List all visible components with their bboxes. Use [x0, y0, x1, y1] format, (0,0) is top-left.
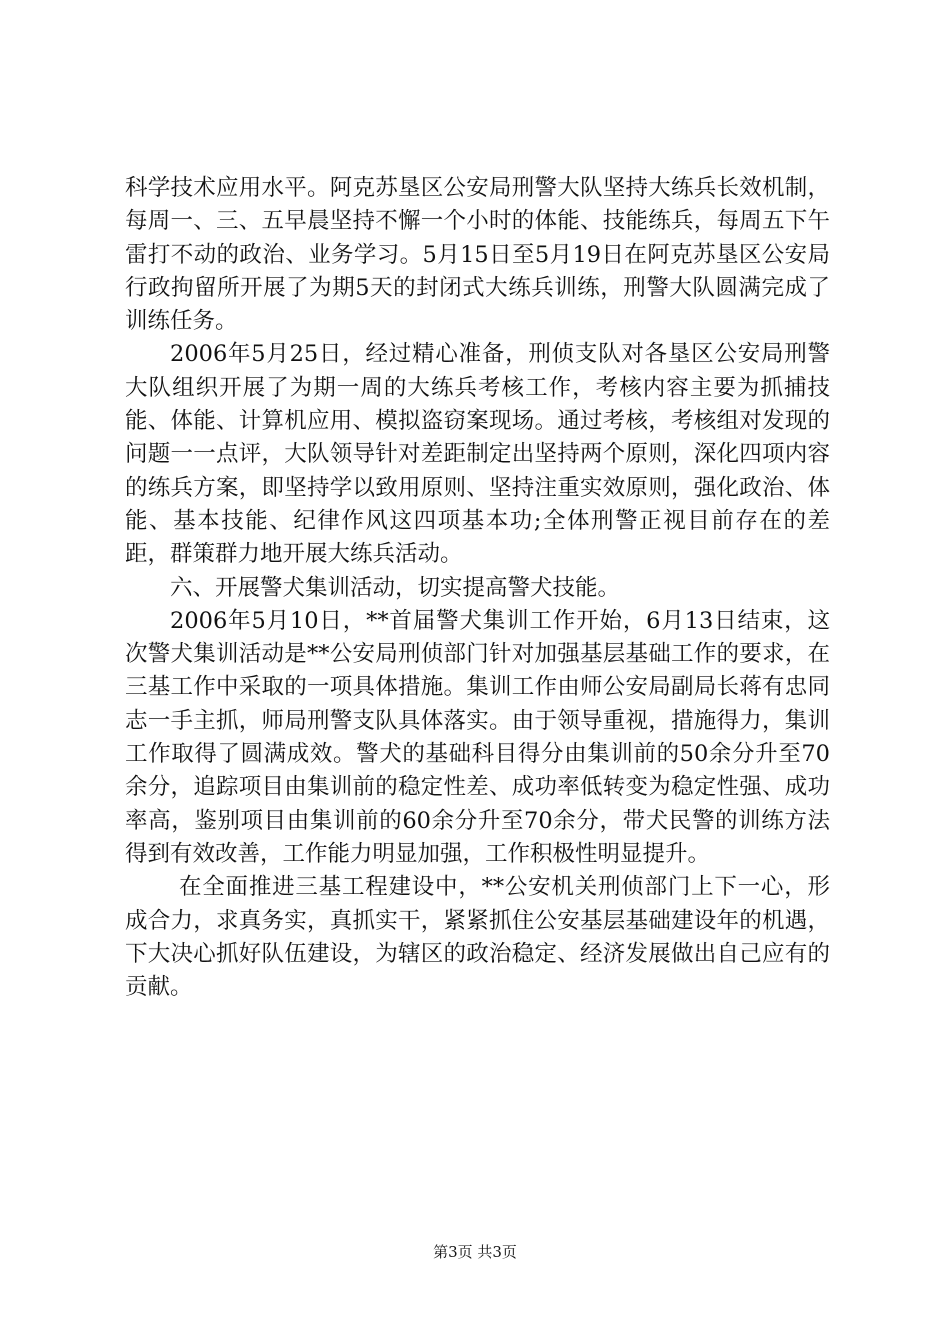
paragraph-conclusion: 在全面推进三基工程建设中，**公安机关刑侦部门上下一心，形成合力，求真务实，真抓实干，紧紧抓住公安基层基础建设年的机遇，下大决心抓好队伍建设，为辖区的政治稳定、经济发展做出自己应有的贡献。	[125, 874, 830, 1001]
section-heading-police-dog: 六、开展警犬集训活动，切实提高警犬技能。	[170, 574, 621, 601]
paragraph-police-dog-training: 2006年5月10日，**首届警犬集训工作开始，6月13日结束，这次警犬集训活动是**公安局刑侦部门针对加强基层基础工作的要求，在三基工作中采取的一项具体措施。集训工作由师公安局副局长蒋有忠同志一手主抓，师局刑警支队具体落实。由于领导重视，措施得力，集训工作取得了圆满成效。警犬的基础科目得分由集训前的50余分升至70余分，追踪项目由集训前的稳定性差、成功率低转变为稳定性强、成功率高，鉴别项目由集训前的60余分升至70余分，带犬民警的训练方法得到有效改善，工作能力明显加强，工作积极性明显提升。	[125, 607, 830, 867]
document-body	[125, 172, 830, 1004]
paragraph-assessment: 2006年5月25日，经过精心准备，刑侦支队对各垦区公安局刑警大队组织开展了为期一周的大练兵考核工作，考核内容主要为抓捕技能、体能、计算机应用、模拟盗窃案现场。通过考核，考核组对发现的问题一一点评，大队领导针对差距制定出坚持两个原则，深化四项内容的练兵方案，即坚持学以致用原则、坚持注重实效原则，强化政治、体能、基本技能、纪律作风这四项基本功;全体刑警正视目前存在的差距，群策群力地开展大练兵活动。	[125, 341, 830, 568]
paragraph-training-level: 科学技术应用水平。阿克苏垦区公安局刑警大队坚持大练兵长效机制，每周一、三、五早晨坚持不懈一个小时的体能、技能练兵，每周五下午雷打不动的政治、业务学习。5月15日至5月19日在阿克苏垦区公安局行政拘留所开展了为期5天的封闭式大练兵训练，刑警大队圆满完成了训练任务。	[125, 175, 830, 335]
page-number-footer: 第3页 共3页	[433, 1243, 517, 1261]
